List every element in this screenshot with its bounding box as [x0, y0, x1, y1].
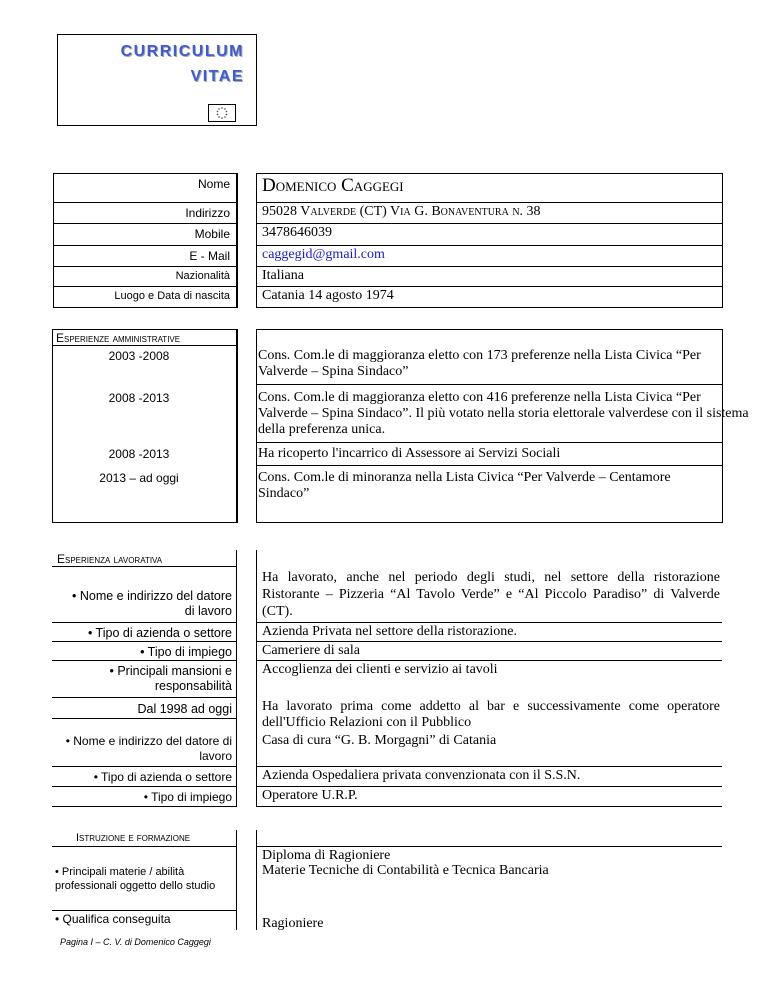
address-label: Indirizzo	[185, 206, 230, 220]
admin-heading: Esperienze amministrative	[56, 331, 181, 345]
education-diploma: Diploma di Ragioniere	[262, 848, 391, 863]
mobile-value: 3478646039	[262, 225, 332, 240]
work-value-employer2: Ha lavorato prima come addetto al bar e successivamente come operatore dell'Ufficio Relazioni con il Pubblico	[262, 699, 720, 730]
birth-value: Catania 14 agosto 1974	[262, 288, 394, 303]
work-value-duties: Accoglienza dei clienti e servizio ai tavoli	[262, 662, 498, 677]
admin-period-4: 2013 – ad oggi	[99, 471, 179, 485]
education-value-subjects: Materie Tecniche di Contabilità e Tecnica Bancaria	[262, 863, 549, 878]
admin-text-2: Cons. Com.le di maggioranza eletto con 416 preferenze nella Lista Civica “Per Valverde – Spina Sindaco”. Il più votato nella storia elettorale valverdese con il sistema della preferenza unica.	[258, 390, 749, 437]
work-label-employer: • Nome e indirizzo del datore di lavoro	[71, 589, 232, 618]
admin-period-3: 2008 -2013	[108, 447, 170, 461]
education-heading: Istruzione e formazione	[76, 832, 191, 844]
work-label-duties: • Principali mansioni e responsabilità	[109, 664, 232, 693]
education-value-qualification: Ragioniere	[262, 916, 324, 931]
work-label-since: Dal 1998 ad oggi	[137, 702, 232, 716]
work-value-employer2-line2: Casa di cura “G. B. Morgagni” di Catania	[262, 733, 497, 748]
work-heading: Esperienza lavorativa	[57, 552, 163, 566]
work-value-employer: Ha lavorato, anche nel periodo degli studi, nel settore della ristorazione Ristorante – Pizzeria “Al Tavolo Verde” e “Al Piccolo Paradiso” di Valverde (CT).	[262, 570, 720, 619]
work-label-job2: • Tipo di impiego	[143, 790, 232, 804]
birth-label: Luogo e Data di nascita	[114, 290, 230, 302]
cv-title-line2: VITAE	[190, 68, 244, 85]
mobile-label: Mobile	[194, 227, 230, 241]
email-label: E - Mail	[189, 249, 230, 263]
cv-title-line1: CURRICULUM	[120, 43, 244, 60]
admin-period-2: 2008 -2013	[108, 391, 170, 405]
cv-header-box	[57, 34, 257, 126]
admin-text-4: Cons. Com.le di minoranza nella Lista Civica “Per Valverde – Centamore Sindaco”	[258, 470, 671, 501]
page-footer: Pagina I – C. V. di Domenico Caggegi	[60, 937, 211, 947]
nationality-value: Italiana	[262, 268, 304, 283]
address-value: 95028 Valverde (CT) Via G. Bonaventura n. 38	[262, 204, 541, 219]
work-value-job2: Operatore U.R.P.	[262, 788, 358, 803]
work-label-sector2: • Tipo di azienda o settore	[93, 770, 232, 784]
education-label-qualification: • Qualifica conseguita	[55, 912, 171, 926]
admin-text-3: Ha ricoperto l'incarrico di Assessore ai Servizi Sociali	[258, 446, 561, 461]
work-value-sector: Azienda Privata nel settore della ristorazione.	[262, 624, 518, 639]
name-value: Domenico Caggegi	[262, 175, 404, 196]
work-value-sector2: Azienda Ospedaliera privata convenzionata con il S.S.N.	[262, 768, 581, 783]
education-label-subjects: • Principali materie / abilità professionali oggetto dello studio	[55, 866, 216, 892]
admin-text-1: Cons. Com.le di maggioranza eletto con 173 preferenze nella Lista Civica “Per Valverde – Spina Sindaco”	[258, 348, 701, 379]
email-link[interactable]: caggegid@gmail.com	[262, 247, 385, 262]
work-value-job: Cameriere di sala	[262, 643, 360, 658]
eu-flag-icon	[208, 104, 236, 122]
work-label-job: • Tipo di impiego	[140, 645, 232, 659]
work-label-sector: • Tipo di azienda o settore	[87, 626, 232, 640]
work-label-employer2: • Nome e indirizzo del datore di lavoro	[65, 734, 232, 763]
admin-period-1: 2003 -2008	[108, 349, 170, 363]
nationality-label: Nazionalità	[175, 270, 230, 282]
name-label: Nome	[197, 177, 230, 191]
